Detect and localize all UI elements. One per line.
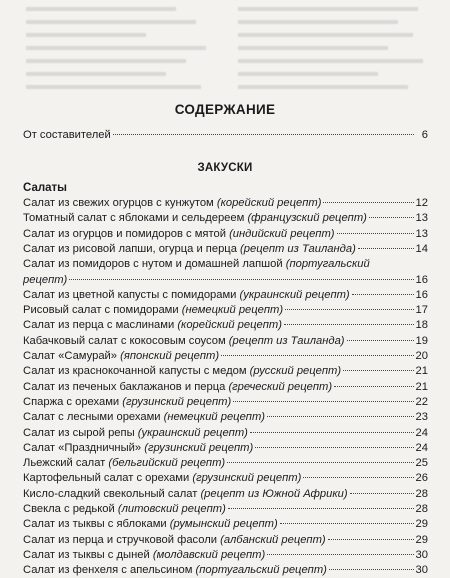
toc-entry-title bbox=[23, 349, 219, 364]
toc-entry-page: 16 bbox=[415, 288, 428, 301]
toc-entry-title bbox=[23, 426, 248, 441]
dish-name: Салат с лесными орехами bbox=[23, 411, 164, 424]
toc-entry-title bbox=[23, 257, 370, 272]
toc-entry-title: От составителей bbox=[23, 129, 111, 141]
toc-entry bbox=[23, 227, 428, 242]
toc-entry bbox=[23, 456, 428, 471]
toc-entry bbox=[23, 471, 428, 486]
toc-entry-page: 21 bbox=[415, 365, 428, 378]
toc-entry-page: 24 bbox=[415, 426, 428, 439]
dish-name: Салат «Самурай» bbox=[23, 350, 121, 362]
dish-name: Салат из помидоров с нутом и домашней лапшой bbox=[23, 258, 286, 271]
dot-leader bbox=[350, 492, 414, 494]
toc-entry bbox=[23, 548, 428, 563]
dot-leader bbox=[347, 339, 414, 341]
dish-name: Льежский салат bbox=[23, 457, 109, 470]
toc-entry-page: 18 bbox=[415, 319, 428, 332]
recipe-origin: (грузинский рецепт) bbox=[192, 472, 302, 485]
recipe-origin: (русский рецепт) bbox=[249, 365, 342, 378]
toc-entry bbox=[23, 563, 428, 578]
toc-entry-page: 29 bbox=[415, 518, 428, 531]
recipe-origin: (индийский рецепт) bbox=[229, 227, 335, 240]
dot-leader bbox=[113, 133, 414, 135]
dot-leader bbox=[284, 323, 414, 325]
toc-entry-page: 19 bbox=[415, 334, 428, 347]
dot-leader bbox=[337, 232, 414, 234]
dish-name: Салат из рисовой лапши, огурца и перца bbox=[23, 242, 241, 255]
toc-entry-page: 13 bbox=[415, 227, 428, 240]
toc-entry-page: 28 bbox=[415, 487, 428, 500]
recipe-origin: (грузинский рецепт) bbox=[144, 441, 254, 454]
dish-name: Свекла с редькой bbox=[23, 503, 118, 515]
toc-entry-page: 13 bbox=[415, 212, 428, 225]
dot-leader bbox=[358, 247, 414, 249]
dot-leader bbox=[267, 415, 414, 417]
toc-entry-page: 24 bbox=[415, 441, 428, 454]
recipe-origin: (молдавский рецепт) bbox=[152, 548, 266, 561]
dot-leader bbox=[303, 476, 413, 478]
dot-leader bbox=[255, 446, 413, 448]
toc-entry-title bbox=[23, 318, 282, 333]
dot-leader bbox=[233, 400, 413, 402]
dot-leader bbox=[369, 216, 414, 218]
recipe-origin: (португальский bbox=[285, 258, 370, 271]
toc-entry-title bbox=[23, 380, 332, 395]
toc-entry-page: 26 bbox=[415, 472, 428, 485]
toc-entry-title bbox=[23, 533, 326, 548]
dish-name: Салат из сырой репы bbox=[23, 426, 138, 439]
toc-entry bbox=[23, 257, 428, 272]
recipe-origin: (португальский рецепт) bbox=[195, 564, 327, 577]
toc-entry bbox=[23, 211, 428, 226]
recipe-origin: (немецкий рецепт) bbox=[163, 411, 266, 424]
dish-name: Салат из цветной капусты с помидорами bbox=[23, 288, 240, 301]
toc-entry-title bbox=[23, 227, 335, 242]
toc-entry-title bbox=[23, 211, 367, 226]
dish-name: Салат из огурцов и помидоров с мятой bbox=[23, 227, 230, 240]
toc-entry bbox=[23, 303, 428, 318]
toc-entry-title bbox=[23, 487, 348, 502]
toc-entry-title bbox=[23, 548, 265, 563]
dot-leader bbox=[329, 568, 414, 570]
dot-leader bbox=[285, 308, 413, 310]
toc-entry-page: 14 bbox=[415, 242, 428, 255]
dish-name: Салат из краснокочанной капусты с медом bbox=[23, 365, 250, 378]
toc-entry-page: 28 bbox=[415, 503, 428, 515]
dish-name: Кабачковый салат с кокосовым соусом bbox=[23, 334, 229, 347]
toc-entry-page: 12 bbox=[415, 197, 428, 209]
dish-name: Спаржа с орехами bbox=[23, 395, 123, 408]
recipe-origin: (немецкий рецепт) bbox=[181, 304, 284, 317]
dish-name: Томатный салат с яблоками и сельдереем bbox=[23, 212, 248, 225]
toc-entry bbox=[23, 441, 428, 456]
dot-leader bbox=[227, 461, 413, 463]
toc-entry bbox=[23, 349, 428, 364]
dish-name: Кисло-сладкий свекольный салат bbox=[23, 487, 201, 500]
toc-entry bbox=[23, 395, 428, 410]
recipe-origin: (рецепт из Таиланда) bbox=[240, 242, 356, 255]
recipe-origin: (рецепт из Южной Африки) bbox=[200, 487, 348, 500]
dish-name: Рисовый салат с помидорами bbox=[23, 304, 182, 317]
dot-leader bbox=[69, 278, 413, 280]
toc-entry-page: 22 bbox=[415, 395, 428, 408]
recipe-origin: (рецепт из Таиланда) bbox=[228, 334, 345, 347]
toc-entry-title bbox=[23, 441, 253, 456]
section-heading: ЗАКУСКИ bbox=[197, 162, 253, 174]
subsection-heading: Салаты bbox=[23, 182, 67, 194]
toc-entry-page: 29 bbox=[415, 533, 428, 546]
toc-entry bbox=[23, 273, 428, 288]
recipe-origin: (французский рецепт) bbox=[247, 212, 367, 225]
toc-entry-page: 30 bbox=[415, 564, 428, 577]
dish-name: Салат из тыквы с дыней bbox=[23, 548, 153, 561]
toc-entry-page: 23 bbox=[415, 411, 428, 424]
dot-leader bbox=[221, 354, 413, 356]
recipe-origin: (греческий рецепт) bbox=[228, 380, 333, 393]
toc-entry bbox=[23, 242, 428, 257]
recipe-origin: (украинский рецепт) bbox=[239, 288, 350, 301]
dot-leader bbox=[250, 431, 414, 433]
dot-leader bbox=[280, 522, 414, 524]
toc-entry bbox=[23, 318, 428, 333]
toc-entry-title bbox=[23, 471, 301, 486]
toc-entry bbox=[23, 288, 428, 303]
dish-name: Салат из свежих огурцов с кунжутом bbox=[23, 197, 217, 209]
toc-entry-intro bbox=[23, 128, 428, 143]
toc-entry-title bbox=[23, 502, 226, 517]
dish-name: Салат из перца с маслинами bbox=[23, 319, 178, 332]
dot-leader bbox=[323, 201, 413, 203]
dish-name: Салат «Праздничный» bbox=[23, 441, 145, 454]
dish-name: Салат из тыквы с яблоками bbox=[23, 518, 170, 531]
toc-entry-page: 21 bbox=[415, 380, 428, 393]
toc-entry-title bbox=[23, 196, 321, 211]
dot-leader bbox=[334, 385, 413, 387]
toc-entry bbox=[23, 380, 428, 395]
dish-name: Салат из печеных баклажанов и перца bbox=[23, 380, 229, 393]
recipe-origin: (грузинский рецепт) bbox=[122, 395, 232, 408]
page-title: СОДЕРЖАНИЕ bbox=[174, 102, 276, 117]
toc-entry-title bbox=[23, 364, 341, 379]
toc-entry-title bbox=[23, 456, 225, 471]
toc-entry-title bbox=[23, 303, 283, 318]
dot-leader bbox=[352, 293, 414, 295]
toc-entry-title bbox=[23, 288, 350, 303]
toc-entry bbox=[23, 517, 428, 532]
toc-entry-page: 17 bbox=[415, 304, 428, 317]
recipe-origin: (корейский рецепт) bbox=[177, 319, 282, 332]
toc-entry-page: 6 bbox=[421, 129, 428, 141]
toc-entry-page: 20 bbox=[415, 350, 428, 362]
recipe-origin: (бельгийский рецепт) bbox=[108, 457, 226, 470]
dot-leader bbox=[328, 538, 414, 540]
recipe-origin: (украинский рецепт) bbox=[137, 426, 248, 439]
dot-leader bbox=[267, 553, 413, 555]
toc-entry-title bbox=[23, 410, 265, 425]
recipe-origin: (румынский рецепт) bbox=[169, 518, 278, 531]
toc-entry-title bbox=[23, 517, 278, 532]
toc-entry bbox=[23, 426, 428, 441]
recipe-origin: (корейский рецепт) bbox=[216, 197, 322, 209]
toc-entry-title bbox=[23, 334, 345, 349]
toc-entry bbox=[23, 196, 428, 211]
dot-leader bbox=[343, 369, 413, 371]
recipe-origin: (японский рецепт) bbox=[120, 350, 220, 362]
toc-entry-page: 30 bbox=[415, 548, 428, 561]
recipe-origin: (албанский рецепт) bbox=[220, 533, 326, 546]
dish-name: Картофельный салат с орехами bbox=[23, 472, 193, 485]
toc-entry bbox=[23, 502, 428, 517]
dot-leader bbox=[228, 507, 414, 509]
toc-entry bbox=[23, 334, 428, 349]
toc-entry bbox=[23, 410, 428, 425]
dish-name: Салат из фенхеля с апельсином bbox=[23, 564, 196, 577]
toc-entry bbox=[23, 364, 428, 379]
toc-entry-title bbox=[23, 242, 356, 257]
recipe-origin: рецепт) bbox=[23, 273, 68, 286]
toc-entry-title bbox=[23, 563, 327, 578]
toc-entry-title bbox=[23, 273, 67, 288]
toc-entry bbox=[23, 487, 428, 502]
dish-name: Салат из перца и стручковой фасоли bbox=[23, 533, 221, 546]
toc-entry-page: 16 bbox=[415, 273, 428, 286]
recipe-origin: (литовский рецепт) bbox=[117, 503, 226, 515]
toc-entry bbox=[23, 533, 428, 548]
toc-entry-page: 25 bbox=[415, 457, 428, 470]
toc-entry-title bbox=[23, 395, 231, 410]
